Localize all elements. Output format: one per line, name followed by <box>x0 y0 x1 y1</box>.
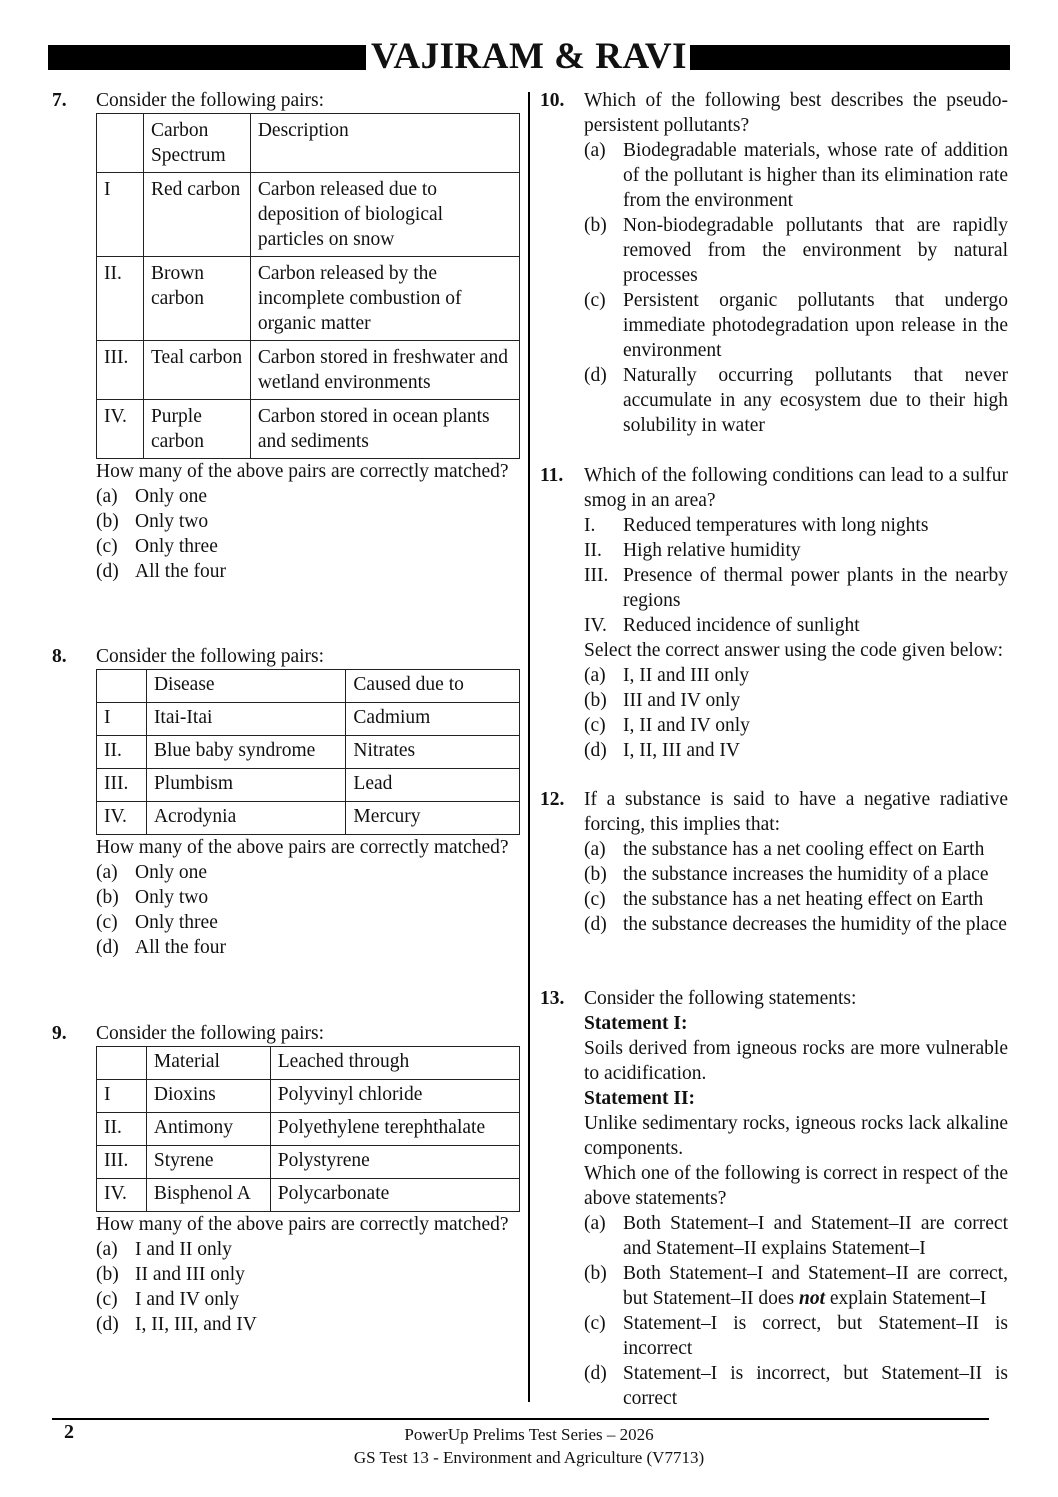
pairs-table <box>96 669 520 835</box>
option-item <box>584 1211 1008 1261</box>
option-label: II. <box>584 540 602 561</box>
table-cell: Disease <box>146 670 345 703</box>
table-row <box>97 341 520 400</box>
option-item <box>96 1287 520 1312</box>
table-row <box>97 257 520 341</box>
question-10 <box>540 88 1008 438</box>
table-cell: Mercury <box>346 802 520 835</box>
table-cell: Styrene <box>146 1146 270 1179</box>
option-label: (b) <box>584 864 607 885</box>
option-label: (d) <box>96 561 119 582</box>
question-11 <box>540 463 1008 763</box>
table-cell: Carbon stored in freshwater and wetland environments <box>250 341 519 400</box>
table-cell: Dioxins <box>146 1080 270 1113</box>
statement-heading: Statement I: <box>584 1013 688 1034</box>
question-body <box>96 88 520 584</box>
option-item <box>96 559 520 584</box>
table-cell: Purple carbon <box>143 400 250 459</box>
option-label: (c) <box>96 912 118 933</box>
option-item <box>584 1361 1008 1411</box>
table-cell: Description <box>250 114 519 173</box>
option-text-rest: explain Statement–I <box>825 1288 987 1309</box>
option-label: (a) <box>96 486 118 507</box>
option-label: (a) <box>584 839 606 860</box>
table-cell: Carbon stored in ocean plants and sediments <box>250 400 519 459</box>
option-label: (b) <box>96 887 119 908</box>
option-label: IV. <box>584 615 607 636</box>
table-cell: II. <box>97 1113 147 1146</box>
pairs-table <box>96 113 520 459</box>
table-cell: Red carbon <box>143 173 250 257</box>
question-number: 8. <box>52 646 67 667</box>
question-text: Which one of the following is correct in respect of the above statements? <box>584 1163 1008 1209</box>
question-number: 11. <box>540 465 564 486</box>
option-label: (c) <box>584 1313 606 1334</box>
question-body <box>584 463 1008 763</box>
table-cell <box>97 1047 147 1080</box>
header-bar-right <box>690 45 1010 70</box>
option-label: (a) <box>584 1213 606 1234</box>
option-item <box>96 484 520 509</box>
option-item <box>584 363 1008 438</box>
option-item <box>584 912 1008 937</box>
table-cell: Material <box>146 1047 270 1080</box>
option-item <box>96 860 520 885</box>
question-text: Soils derived from igneous rocks are more vulnerable to acidification. <box>584 1038 1008 1084</box>
option-item <box>584 563 1008 613</box>
question-12 <box>540 787 1008 937</box>
table-header-row <box>97 1047 520 1080</box>
option-text: I and II only <box>135 1239 232 1260</box>
table-cell: Polyvinyl chloride <box>270 1080 519 1113</box>
table-cell: IV. <box>97 802 147 835</box>
option-text: Persistent organic pollutants that undergo immediate photodegradation upon release in the environment <box>623 290 1008 361</box>
question-body <box>96 1021 520 1337</box>
table-cell: Brown carbon <box>143 257 250 341</box>
option-text: Reduced temperatures with long nights <box>623 515 929 536</box>
option-label: (a) <box>584 665 606 686</box>
option-text: Both Statement–I and Statement–II are correct, but Statement–II does <box>623 1263 1008 1309</box>
option-text: Only three <box>135 536 218 557</box>
header-bar-left <box>48 45 366 70</box>
table-cell: Lead <box>346 769 520 802</box>
column-divider <box>528 92 530 1402</box>
option-item <box>96 509 520 534</box>
option-item <box>584 1311 1008 1361</box>
question-number: 12. <box>540 789 565 810</box>
table-cell: I <box>97 173 144 257</box>
question-8 <box>52 644 520 960</box>
table-cell: Teal carbon <box>143 341 250 400</box>
option-item <box>584 138 1008 213</box>
option-item <box>584 613 1008 638</box>
option-item <box>584 688 1008 713</box>
table-cell: III. <box>97 1146 147 1179</box>
table-cell <box>97 114 144 173</box>
option-item <box>584 1261 1008 1311</box>
table-cell: Cadmium <box>346 703 520 736</box>
option-label: (b) <box>96 511 119 532</box>
question-9 <box>52 1021 520 1337</box>
option-text: Statement–I is incorrect, but Statement–II is correct <box>623 1363 1008 1409</box>
option-text: Only one <box>135 862 208 883</box>
footer-series: PowerUp Prelims Test Series – 2026 <box>404 1425 654 1444</box>
table-row <box>97 1080 520 1113</box>
question-13 <box>540 986 1008 1411</box>
option-text: I, II, III and IV <box>623 740 740 761</box>
table-header-row <box>97 670 520 703</box>
option-text: All the four <box>135 937 226 958</box>
option-text: Only one <box>135 486 208 507</box>
question-text: Unlike sedimentary rocks, igneous rocks lack alkaline components. <box>584 1113 1008 1159</box>
option-label: III. <box>584 565 609 586</box>
table-cell: I <box>97 1080 147 1113</box>
option-label: I. <box>584 515 596 536</box>
option-item <box>584 213 1008 288</box>
option-label: (a) <box>96 1239 118 1260</box>
option-label: (d) <box>584 914 607 935</box>
option-item <box>96 935 520 960</box>
option-text: Only two <box>135 511 209 532</box>
option-text: High relative humidity <box>623 540 801 561</box>
option-item <box>96 1262 520 1287</box>
option-text: the substance has a net heating effect on Earth <box>623 889 984 910</box>
table-row <box>97 802 520 835</box>
question-body <box>584 986 1008 1411</box>
option-text: Reduced incidence of sunlight <box>623 615 860 636</box>
option-text: Naturally occurring pollutants that never accumulate in any ecosystem due to their high solubility in water <box>623 365 1008 436</box>
option-text: the substance increases the humidity of a place <box>623 864 989 885</box>
question-body <box>584 787 1008 937</box>
option-text: Statement–I is correct, but Statement–II is incorrect <box>623 1313 1008 1359</box>
option-label: (d) <box>584 740 607 761</box>
table-cell: IV. <box>97 400 144 459</box>
table-cell: Carbon Spectrum <box>143 114 250 173</box>
table-cell: I <box>97 703 147 736</box>
table-cell: Leached through <box>270 1047 519 1080</box>
option-label: (d) <box>96 1314 119 1335</box>
option-label: (d) <box>584 1363 607 1384</box>
question-7 <box>52 88 520 584</box>
question-text: How many of the above pairs are correctly matched? <box>96 1214 509 1235</box>
brand-title: VAJIRAM & RAVI <box>370 36 688 77</box>
table-cell: IV. <box>97 1179 147 1212</box>
option-item <box>96 1237 520 1262</box>
table-cell: Acrodynia <box>146 802 345 835</box>
question-text: Which of the following conditions can lead to a sulfur smog in an area? <box>584 465 1008 511</box>
emphasis-text: not <box>799 1288 826 1309</box>
table-cell: Polystyrene <box>270 1146 519 1179</box>
table-cell: Caused due to <box>346 670 520 703</box>
option-label: (c) <box>96 536 118 557</box>
option-text: Non-biodegradable pollutants that are rapidly removed from the environment by natural processes <box>623 215 1008 286</box>
table-row <box>97 1113 520 1146</box>
option-text: II and III only <box>135 1264 245 1285</box>
option-item <box>584 538 1008 563</box>
pairs-table <box>96 1046 520 1212</box>
option-item <box>96 1312 520 1337</box>
option-label: (b) <box>584 215 607 236</box>
option-label: (a) <box>96 862 118 883</box>
question-number: 7. <box>52 90 67 111</box>
table-cell <box>97 670 147 703</box>
option-text: the substance decreases the humidity of the place <box>623 914 1007 935</box>
question-body <box>584 88 1008 438</box>
question-text: Consider the following pairs: <box>96 90 325 111</box>
option-text: I, II and III only <box>623 665 750 686</box>
table-cell: Carbon released due to deposition of biological particles on snow <box>250 173 519 257</box>
option-text: I, II and IV only <box>623 715 750 736</box>
option-item <box>96 534 520 559</box>
option-item <box>96 885 520 910</box>
option-text: Presence of thermal power plants in the nearby regions <box>623 565 1008 611</box>
option-text: III and IV only <box>623 690 741 711</box>
table-cell: III. <box>97 769 147 802</box>
option-label: (a) <box>584 140 606 161</box>
question-text: How many of the above pairs are correctly matched? <box>96 461 509 482</box>
option-item <box>584 862 1008 887</box>
option-item <box>584 513 1008 538</box>
question-number: 13. <box>540 988 565 1009</box>
statement-heading: Statement II: <box>584 1088 696 1109</box>
table-row <box>97 173 520 257</box>
option-label: (d) <box>584 365 607 386</box>
option-label: (c) <box>584 290 606 311</box>
table-cell: II. <box>97 736 147 769</box>
table-row <box>97 703 520 736</box>
option-text: Only two <box>135 887 209 908</box>
table-cell: Plumbism <box>146 769 345 802</box>
option-item <box>584 663 1008 688</box>
table-row <box>97 400 520 459</box>
option-label: (b) <box>584 1263 607 1284</box>
table-cell: III. <box>97 341 144 400</box>
question-text: If a substance is said to have a negative radiative forcing, this implies that: <box>584 789 1008 835</box>
page-number: 2 <box>64 1421 74 1443</box>
question-body <box>96 644 520 960</box>
option-item <box>584 887 1008 912</box>
table-row <box>97 1146 520 1179</box>
question-text: Consider the following pairs: <box>96 646 325 667</box>
option-text: Only three <box>135 912 218 933</box>
page-header <box>48 36 1010 77</box>
question-text: Select the correct answer using the code given below: <box>584 640 1004 661</box>
table-header-row <box>97 114 520 173</box>
table-cell: Itai-Itai <box>146 703 345 736</box>
option-item <box>96 910 520 935</box>
option-label: (c) <box>584 889 606 910</box>
table-cell: Polyethylene terephthalate <box>270 1113 519 1146</box>
option-item <box>584 288 1008 363</box>
footer-test-name: GS Test 13 - Environment and Agriculture (V7713) <box>353 1448 705 1467</box>
table-cell: Antimony <box>146 1113 270 1146</box>
option-text: I, II, III, and IV <box>135 1314 257 1335</box>
table-cell: Blue baby syndrome <box>146 736 345 769</box>
question-text: Consider the following statements: <box>584 988 857 1009</box>
table-row <box>97 769 520 802</box>
option-label: (d) <box>96 937 119 958</box>
table-row <box>97 1179 520 1212</box>
question-number: 9. <box>52 1023 67 1044</box>
option-text: the substance has a net cooling effect on Earth <box>623 839 985 860</box>
option-label: (c) <box>96 1289 118 1310</box>
option-label: (b) <box>584 690 607 711</box>
table-cell: Carbon released by the incomplete combustion of organic matter <box>250 257 519 341</box>
option-item <box>584 738 1008 763</box>
question-text: Which of the following best describes the pseudo-persistent pollutants? <box>584 90 1008 136</box>
option-item <box>584 837 1008 862</box>
table-cell: Polycarbonate <box>270 1179 519 1212</box>
question-text: Consider the following pairs: <box>96 1023 325 1044</box>
question-text: How many of the above pairs are correctly matched? <box>96 837 509 858</box>
table-row <box>97 736 520 769</box>
table-cell: Nitrates <box>346 736 520 769</box>
option-text: Biodegradable materials, whose rate of addition of the pollutant is higher than its elimination rate from the environment <box>623 140 1008 211</box>
option-item <box>584 713 1008 738</box>
footer-rule <box>52 1418 989 1420</box>
option-text: I and IV only <box>135 1289 240 1310</box>
option-text: All the four <box>135 561 226 582</box>
table-cell: II. <box>97 257 144 341</box>
option-text: Both Statement–I and Statement–II are correct and Statement–II explains Statement–I <box>623 1213 1008 1259</box>
question-number: 10. <box>540 90 565 111</box>
table-cell: Bisphenol A <box>146 1179 270 1212</box>
option-label: (c) <box>584 715 606 736</box>
option-label: (b) <box>96 1264 119 1285</box>
